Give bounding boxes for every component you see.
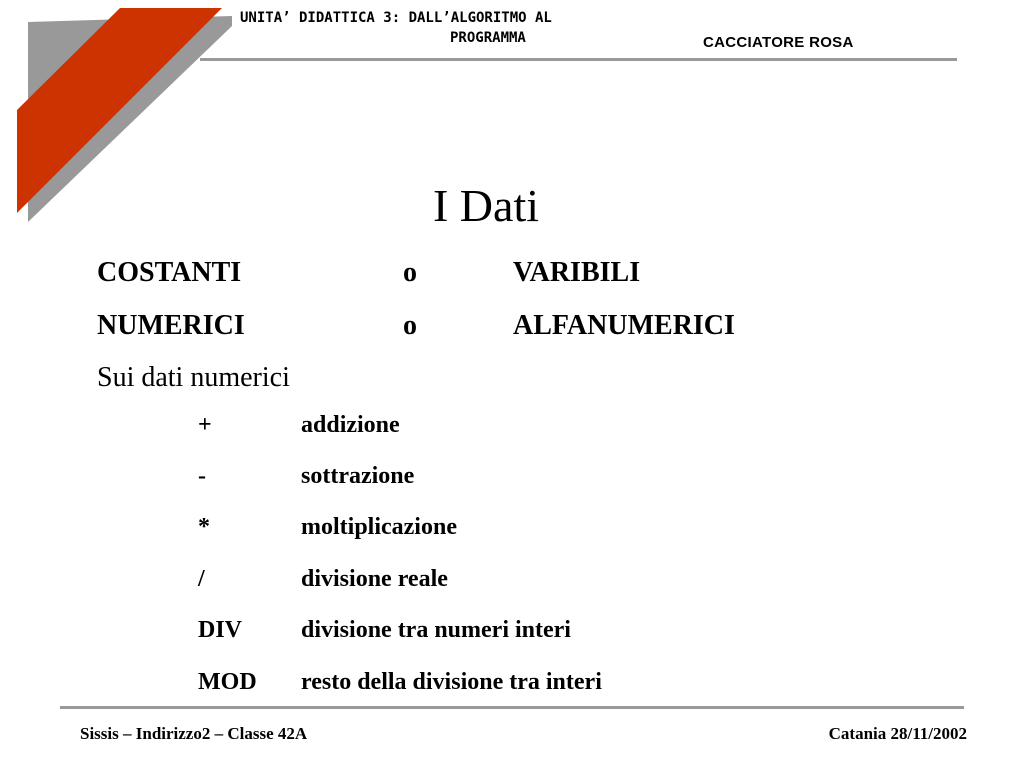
operator-description: sottrazione — [301, 463, 415, 489]
unit-title-line2: PROGRAMMA — [450, 30, 526, 46]
pair-right-alfanumerici: ALFANUMERICI — [513, 310, 735, 341]
operator-symbol: MOD — [198, 669, 257, 695]
operator-description: addizione — [301, 412, 400, 438]
footer-course: Sissis – Indirizzo2 – Classe 42A — [80, 724, 308, 743]
operator-description: resto della divisione tra interi — [301, 669, 602, 695]
operator-symbol: + — [198, 412, 212, 438]
operator-symbol: DIV — [198, 617, 243, 643]
operator-symbol: * — [198, 514, 210, 540]
footer-date: Catania 28/11/2002 — [828, 724, 967, 743]
pair-connector: o — [403, 257, 417, 288]
slide-title: I Dati — [432, 180, 539, 231]
operator-description: moltiplicazione — [301, 514, 457, 540]
header-rule — [200, 58, 957, 61]
author-name: CACCIATORE ROSA — [703, 34, 854, 51]
intro-text: Sui dati numerici — [97, 362, 290, 393]
pair-left-costanti: COSTANTI — [97, 257, 242, 288]
pair-left-numerici: NUMERICI — [97, 310, 245, 341]
operator-symbol: - — [198, 463, 206, 489]
pair-right-varibili: VARIBILI — [513, 257, 641, 288]
footer-rule — [60, 706, 964, 709]
operator-description: divisione tra numeri interi — [301, 617, 571, 643]
pair-connector: o — [403, 310, 417, 341]
unit-title-line1: UNITA’ DIDATTICA 3: DALL’ALGORITMO AL — [240, 10, 552, 26]
operator-description: divisione reale — [301, 566, 448, 592]
operator-symbol: / — [198, 566, 205, 592]
